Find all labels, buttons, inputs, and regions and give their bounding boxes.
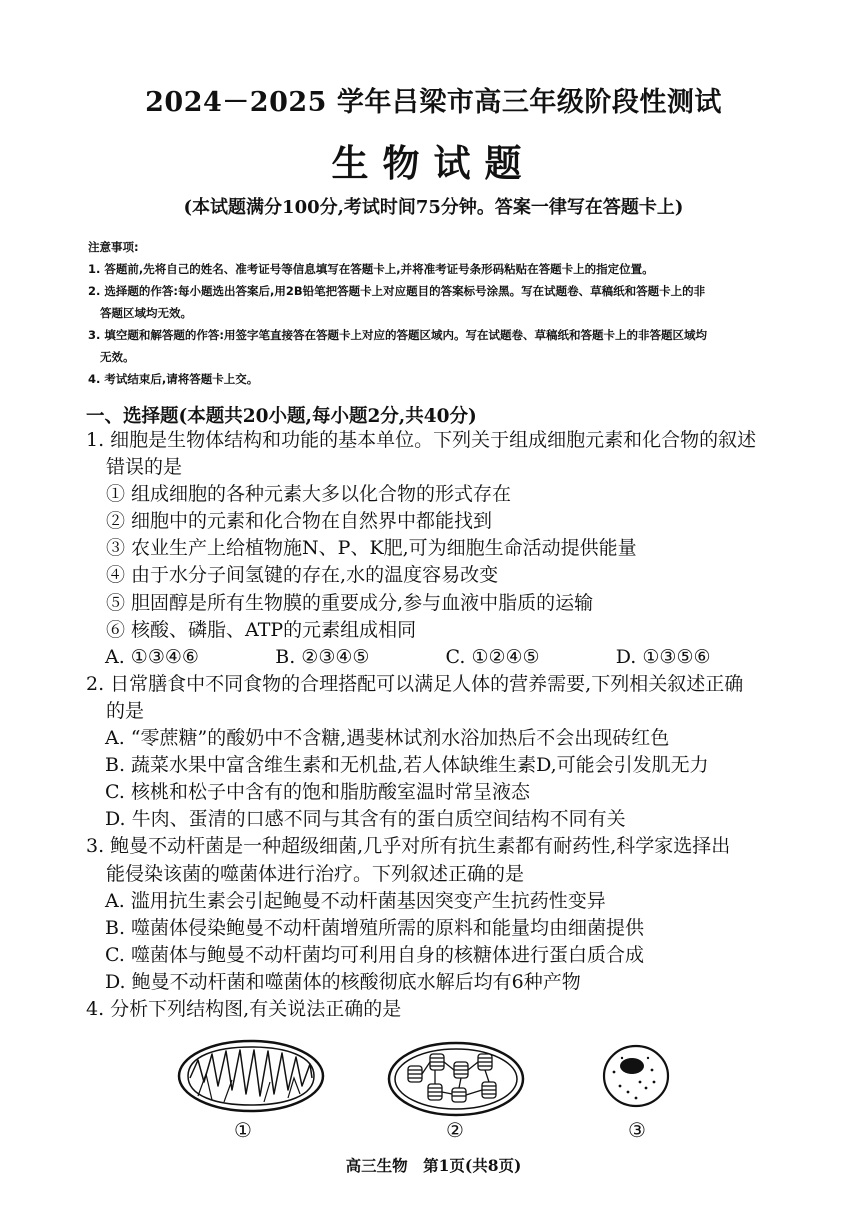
mitochondrion-figure: [176, 1038, 326, 1114]
statement-item: ⑤ 胆固醇是所有生物膜的重要成分,参与血液中脂质的运输: [106, 591, 594, 614]
option-c: C. ①②④⑤: [445, 645, 540, 668]
statement-item: ① 组成细胞的各种元素大多以化合物的形式存在: [106, 483, 512, 506]
question-stem: 4. 分析下列结构图,有关说法正确的是: [86, 997, 402, 1020]
structure-figures: [0, 1038, 867, 1148]
note-line: 3. 填空题和解答题的作答:用签字笔直接答在答题卡上对应的答题区域内。写在试题卷、草稿纸和答题卡上的非答题区域均: [88, 328, 707, 342]
option-d: D. 鲍曼不动杆菌和噬菌体的核酸彻底水解后均有6种产物: [105, 970, 581, 993]
option-b: B. 噬菌体侵染鲍曼不动杆菌增殖所需的原料和能量均由细菌提供: [105, 916, 645, 939]
option-c: C. 噬菌体与鲍曼不动杆菌均可利用自身的核糖体进行蛋白质合成: [105, 943, 644, 966]
questions: [86, 427, 786, 1023]
question-stem: 能侵染该菌的噬菌体进行治疗。下列叙述正确的是: [106, 862, 525, 885]
exam-title: 2024－2025 学年吕梁市高三年级阶段性测试: [145, 87, 722, 118]
notes-heading: 注意事项:: [88, 240, 139, 254]
note-line: 1. 答题前,先将自己的姓名、准考证号等信息填写在答题卡上,并将准考证号条形码粘贴在答题卡上的指定位置。: [88, 262, 654, 276]
figure-label-3: ③: [628, 1118, 646, 1142]
page-footer: 高三生物 第1页(共8页): [345, 1156, 522, 1175]
question-stem: 3. 鲍曼不动杆菌是一种超级细菌,几乎对所有抗生素都有耐药性,科学家选择出: [86, 835, 731, 858]
question-stem: 的是: [106, 699, 145, 722]
option-b: B. 蔬菜水果中富含维生素和无机盐,若人体缺维生素D,可能会引发肌无力: [105, 754, 709, 777]
option-a: A. 滥用抗生素会引起鲍曼不动杆菌基因突变产生抗药性变异: [105, 889, 606, 912]
chloroplast-figure: [386, 1040, 526, 1118]
figure-label-1: ①: [234, 1118, 252, 1142]
question-1: [86, 427, 786, 671]
statement-item: ② 细胞中的元素和化合物在自然界中都能找到: [106, 510, 493, 533]
cell-figure: [600, 1042, 672, 1110]
option-c: C. 核桃和松子中含有的饱和脂肪酸室温时常呈液态: [105, 781, 530, 804]
question-4: [86, 996, 786, 1023]
section-heading: 一、选择题(本题共20小题,每小题2分,共40分): [86, 406, 477, 427]
question-stem: 1. 细胞是生物体结构和功能的基本单位。下列关于组成细胞元素和化合物的叙述: [86, 429, 757, 451]
question-2: [86, 671, 786, 834]
question-3: [86, 833, 786, 996]
statement-item: ③ 农业生产上给植物施N、P、K肥,可为细胞生命活动提供能量: [106, 537, 637, 560]
option-a: A. “零蔗糖”的酸奶中不含糖,遇斐林试剂水浴加热后不会出现砖红色: [105, 727, 670, 750]
statement-item: ④ 由于水分子间氢键的存在,水的温度容易改变: [106, 564, 499, 587]
note-line: 4. 考试结束后,请将答题卡上交。: [88, 372, 259, 386]
option-d: D. ①③⑤⑥: [615, 645, 711, 668]
subject-title: 生物试题: [331, 141, 536, 185]
option-d: D. 牛肉、蛋清的口感不同与其含有的蛋白质空间结构不同有关: [105, 808, 626, 831]
figure-label-2: ②: [446, 1118, 464, 1142]
question-stem: 错误的是: [106, 456, 183, 479]
option-b: B. ②③④⑤: [275, 645, 370, 668]
options-row: [86, 644, 786, 671]
note-line: 无效。: [100, 350, 135, 364]
question-stem: 2. 日常膳食中不同食物的合理搭配可以满足人体的营养需要,下列相关叙述正确: [86, 672, 744, 695]
note-line: 2. 选择题的作答:每小题选出答案后,用2B铅笔把答题卡上对应题目的答案标号涂黑。写在试题卷、草稿纸和答题卡上的非: [88, 284, 706, 298]
exam-subtitle: (本试题满分100分,考试时间75分钟。答案一律写在答题卡上): [183, 197, 684, 218]
statement-item: ⑥ 核酸、磷脂、ATP的元素组成相同: [106, 618, 417, 641]
note-line: 答题区域均无效。: [100, 306, 192, 320]
option-a: A. ①③④⑥: [105, 645, 199, 668]
notes-block: [88, 236, 788, 390]
